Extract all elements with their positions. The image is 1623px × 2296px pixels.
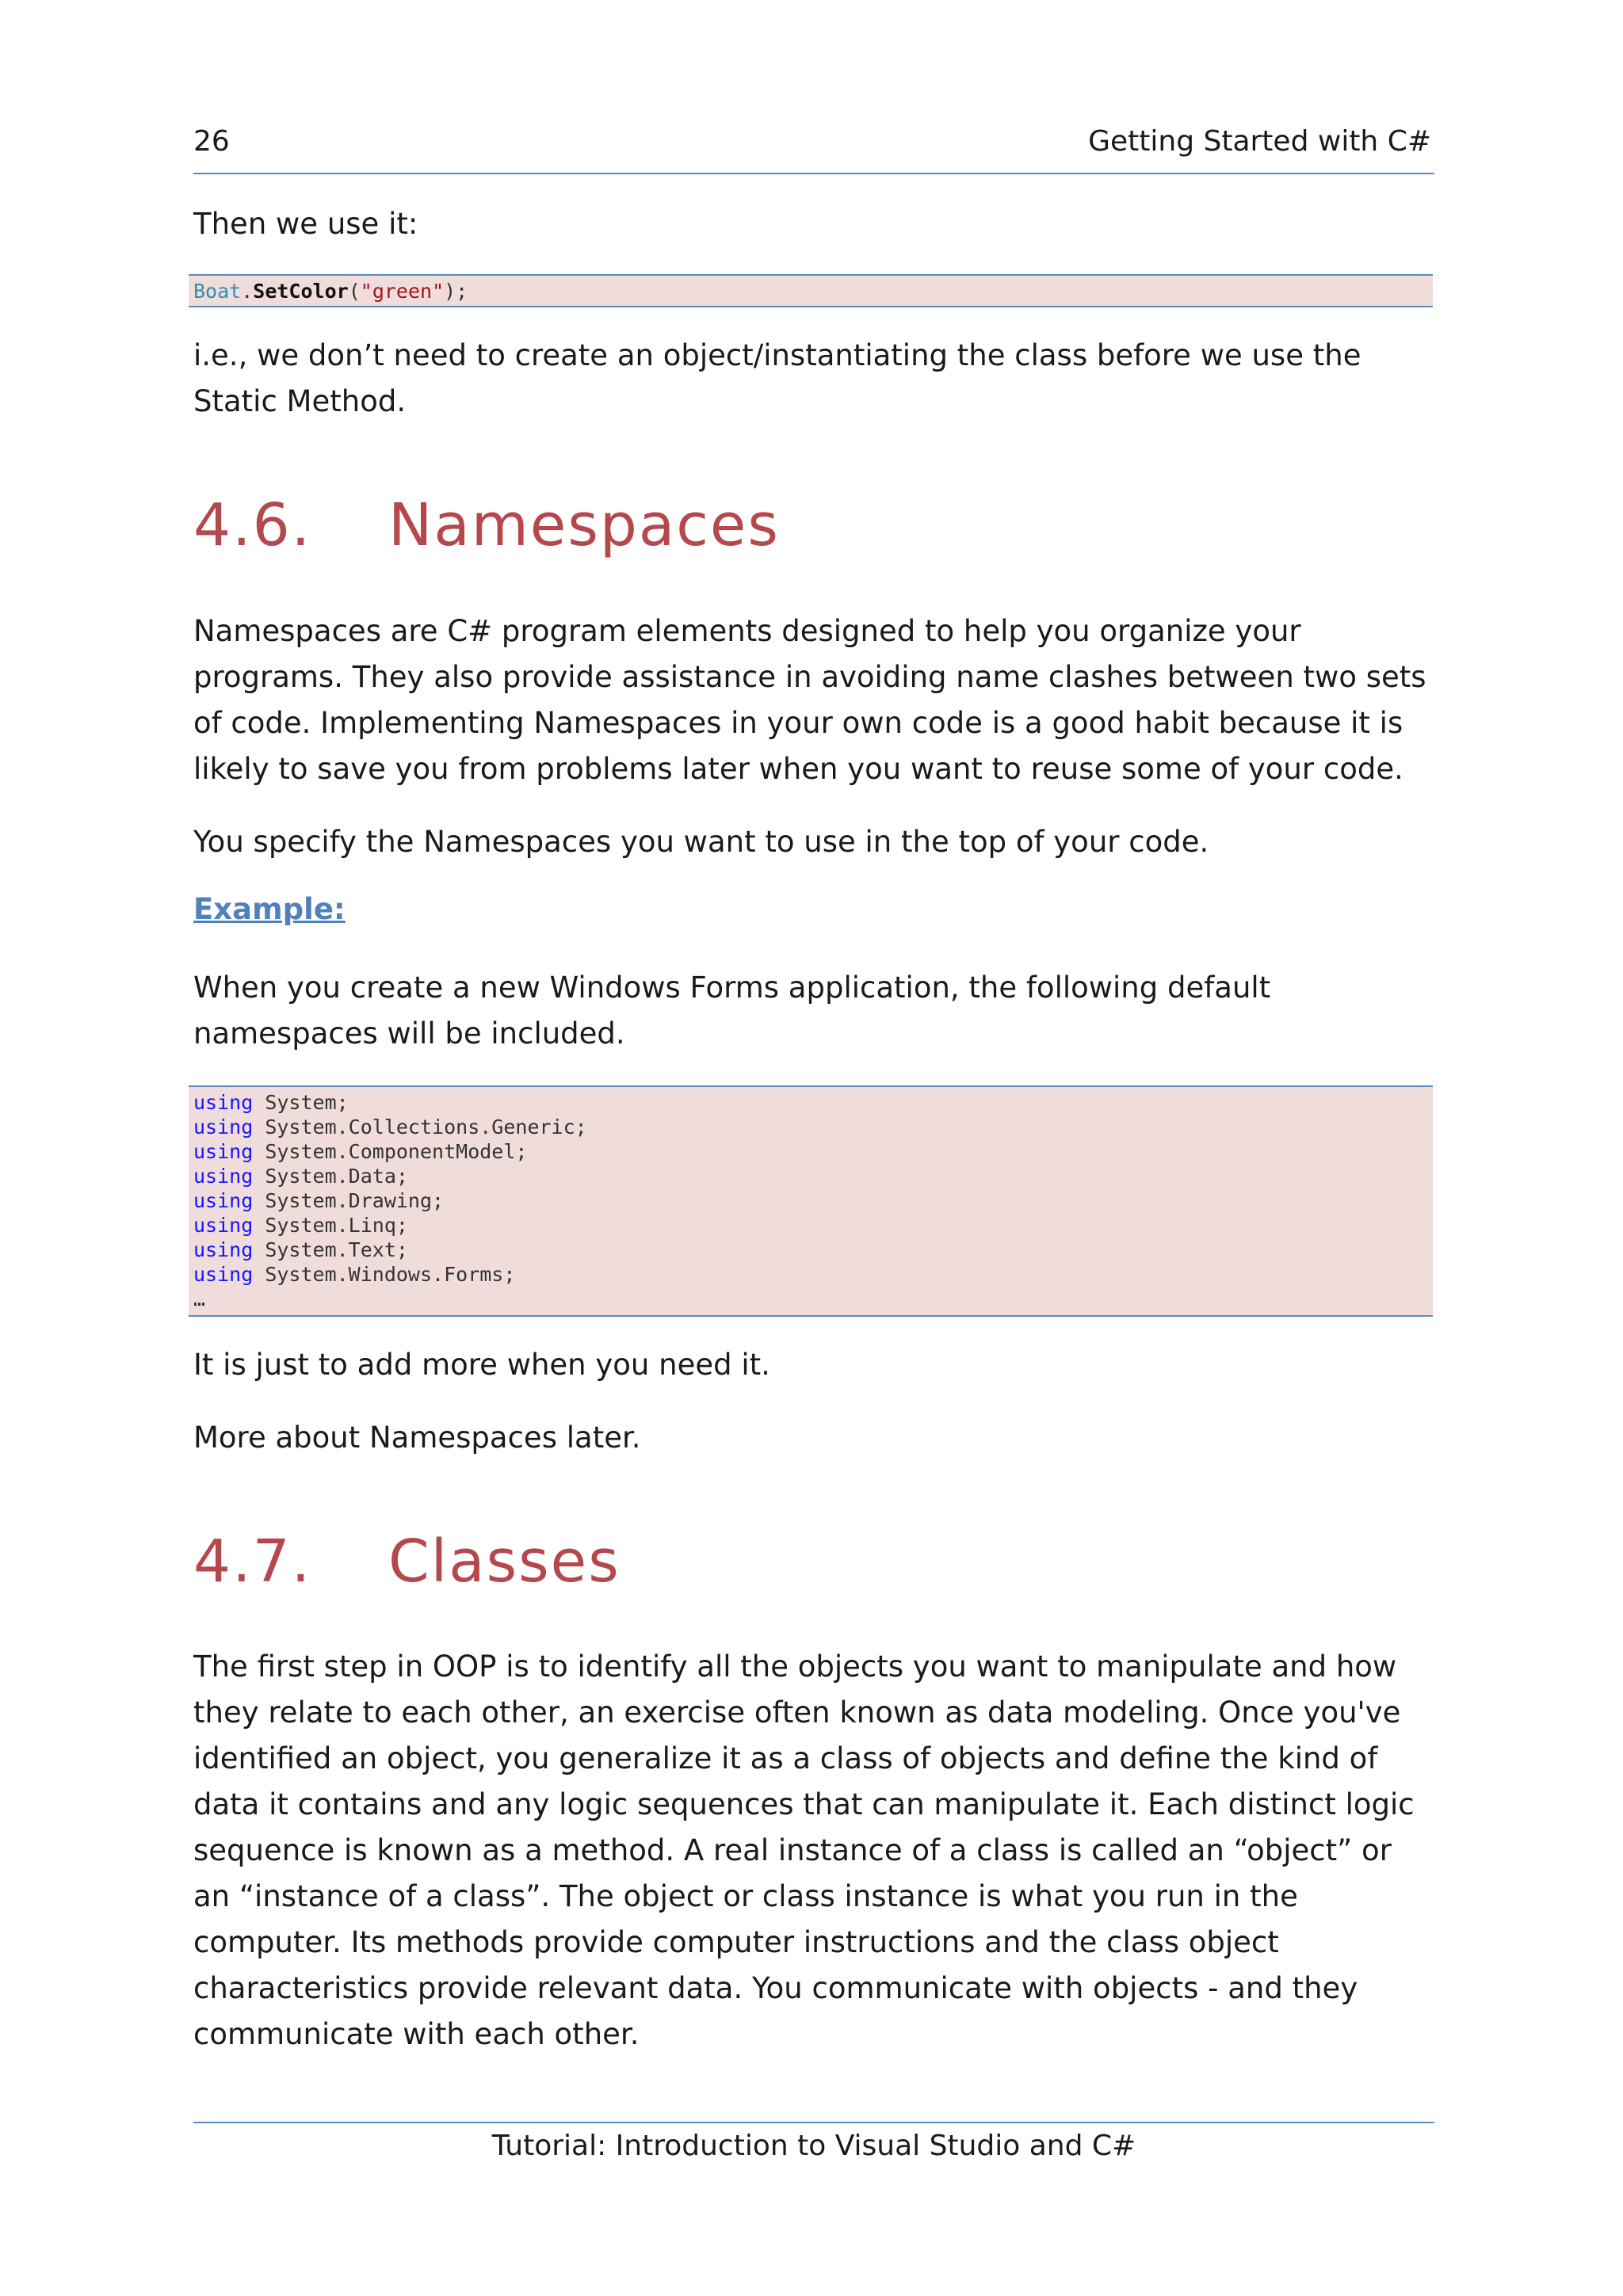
code-keyword: using [193,1263,254,1286]
code-method-name: SetColor [253,280,349,303]
running-header [193,125,1434,174]
code-keyword: using [193,1214,254,1237]
code-open-paren: ( [348,280,361,303]
code-namespace: System.ComponentModel; [253,1140,528,1163]
code-string-arg: "green" [360,280,445,303]
code-namespace: System; [253,1091,349,1114]
namespaces-paragraph-3: When you create a new Windows Forms application, the following default namespaces will be included. [193,971,1271,1051]
section-title: Namespaces [388,491,780,559]
code-namespace: System.Collections.Generic; [253,1116,587,1138]
code-line [193,1213,1433,1238]
namespaces-paragraph-4: It is just to add more when you need it. [193,1348,770,1382]
code-line [193,1115,1433,1139]
code-close: ); [444,280,468,303]
code-block-using-directives [189,1085,1433,1317]
code-line [193,1188,1433,1213]
section-heading-namespaces [193,491,780,559]
section-number: 4.7. [193,1527,312,1596]
code-ellipsis: … [193,1287,206,1310]
code-namespace: System.Drawing; [253,1189,445,1212]
intro-after-code-text: i.e., we don’t need to create an object/instantiating the class before we use the Static Method. [193,338,1361,418]
code-keyword: using [193,1165,254,1188]
namespaces-paragraph-1: Namespaces are C# program elements designed to help you organize your programs. They also provide assistance in avoiding name clashes between two sets of code. Implementing Namespaces in your own code is a good habit because it is likely to save you from problems later when you want to reuse some of your code. [193,614,1426,786]
code-namespace: System.Linq; [253,1214,408,1237]
code-line [193,1262,1433,1287]
section-title: Classes [388,1527,621,1596]
running-title: Getting Started with C# [1088,125,1431,158]
code-keyword: using [193,1140,254,1163]
code-namespace: System.Windows.Forms; [253,1263,516,1286]
namespaces-paragraph-5: More about Namespaces later. [193,1421,641,1455]
classes-paragraph-1: The first step in OOP is to identify all the objects you want to manipulate and how they relate to each other, an exercise often known as data modeling. Once you've identified an object, you generalize it as a class of objects and define the kind of data it contains and any logic sequences that can manipulate it. Each distinct logic sequence is known as a method. A real instance of a class is called an “object” or an “instance of a class”. The object or class instance is what you run in the computer. Its methods provide computer instructions and the class object characteristics provide relevant data. You communicate with objects - and they communicate with each other. [193,1650,1415,2051]
code-line [193,1238,1433,1262]
code-line [193,1139,1433,1164]
code-block-static-call [189,274,1433,307]
section-number: 4.6. [193,491,312,559]
example-label: Example: [193,892,346,926]
page-number: 26 [193,125,230,158]
code-class-name: Boat [193,280,242,303]
code-dot: . [241,280,254,303]
code-keyword: using [193,1238,254,1261]
code-keyword: using [193,1189,254,1212]
intro-lead-text: Then we use it: [193,207,418,241]
section-heading-classes [193,1527,621,1596]
code-line [193,1090,1433,1115]
code-line [193,1164,1433,1188]
code-keyword: using [193,1116,254,1138]
code-namespace: System.Text; [253,1238,408,1261]
code-keyword: using [193,1091,254,1114]
code-namespace: System.Data; [253,1165,408,1188]
running-footer: Tutorial: Introduction to Visual Studio and C# [193,2122,1434,2162]
namespaces-paragraph-2: You specify the Namespaces you want to use in the top of your code. [193,825,1209,859]
